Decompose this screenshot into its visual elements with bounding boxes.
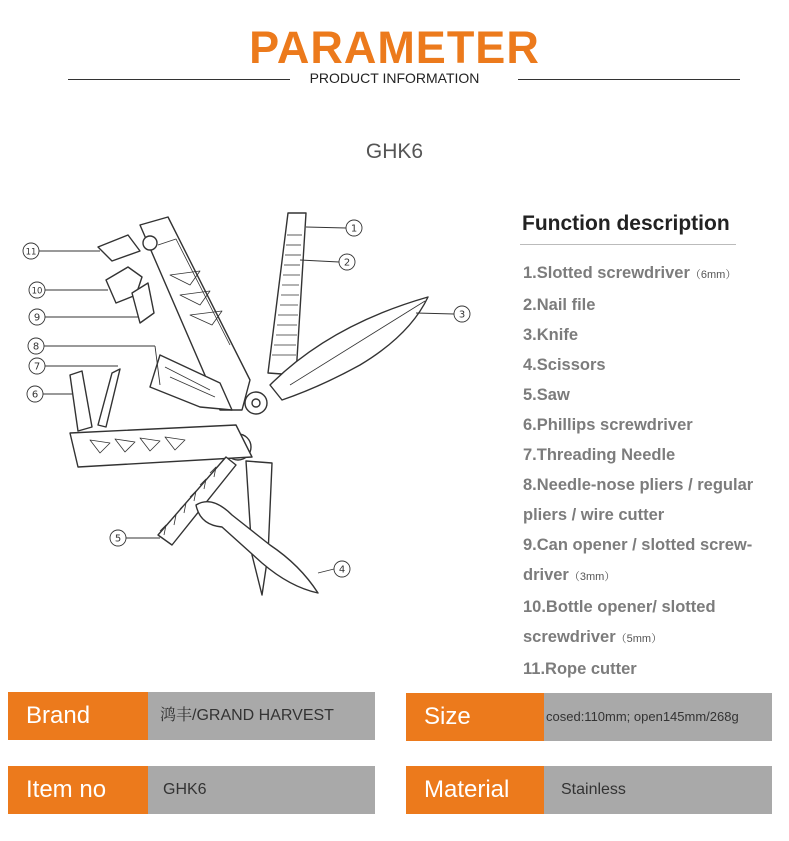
spec-item-no-value: GHK6 bbox=[163, 781, 207, 798]
function-item: 5.Saw bbox=[523, 386, 570, 404]
nail-file-tool bbox=[268, 213, 306, 375]
function-item: 3.Knife bbox=[523, 326, 579, 344]
function-item: 6.Phillips screwdriver bbox=[523, 416, 693, 434]
spec-material-label: Material bbox=[406, 766, 544, 814]
function-item: screwdriver（5mm） bbox=[523, 628, 663, 646]
function-item: 2.Nail file bbox=[523, 296, 596, 314]
multitool-illustration bbox=[0, 195, 500, 615]
spec-material bbox=[406, 766, 772, 814]
spec-item-no bbox=[8, 766, 375, 814]
spec-material-value: Stainless bbox=[561, 781, 626, 798]
callout-10: 10 bbox=[31, 286, 43, 297]
function-item: 4.Scissors bbox=[523, 356, 606, 374]
rope-cutter bbox=[98, 235, 140, 261]
function-item: 10.Bottle opener/ slotted bbox=[523, 598, 716, 616]
function-description-title: Function description bbox=[522, 212, 730, 235]
function-description-rule bbox=[520, 244, 736, 245]
saw-blade bbox=[158, 457, 236, 545]
callout-4: 4 bbox=[338, 564, 346, 576]
model-name: GHK6 bbox=[365, 140, 424, 163]
spec-brand-value: 鸿丰/GRAND HARVEST bbox=[160, 707, 334, 724]
spec-size-label: Size bbox=[406, 693, 544, 741]
spec-size-value: cosed:110mm; open145mm/268g bbox=[546, 709, 739, 724]
function-item: 1.Slotted screwdriver（6mm） bbox=[523, 264, 737, 282]
function-list bbox=[523, 258, 785, 684]
page-title: PARAMETER bbox=[249, 22, 540, 73]
callout-8: 8 bbox=[32, 341, 40, 353]
function-item: 11.Rope cutter bbox=[523, 660, 637, 678]
callout-5: 5 bbox=[114, 533, 122, 545]
callout-2: 2 bbox=[343, 257, 351, 269]
spec-brand bbox=[8, 692, 375, 740]
callout-3: 3 bbox=[458, 309, 466, 321]
callout-7: 7 bbox=[33, 361, 41, 373]
function-item: pliers / wire cutter bbox=[523, 506, 665, 524]
callout-6: 6 bbox=[31, 389, 39, 401]
spec-brand-label: Brand bbox=[8, 692, 148, 740]
spec-size bbox=[406, 693, 772, 741]
spec-item-no-label: Item no bbox=[8, 766, 148, 814]
phillips-screwdriver bbox=[70, 371, 92, 431]
scissors-blade-lower bbox=[246, 461, 272, 595]
callout-11: 11 bbox=[25, 247, 37, 258]
page-subtitle: PRODUCT INFORMATION bbox=[309, 70, 480, 86]
function-item: driver（3mm） bbox=[523, 566, 616, 584]
callout-9: 9 bbox=[33, 312, 41, 324]
function-item: 7.Threading Needle bbox=[523, 446, 676, 464]
function-item: 9.Can opener / slotted screw- bbox=[523, 536, 753, 554]
callout-1: 1 bbox=[350, 223, 358, 235]
threading-needle bbox=[98, 369, 120, 427]
function-item: 8.Needle-nose pliers / regular bbox=[523, 476, 754, 494]
